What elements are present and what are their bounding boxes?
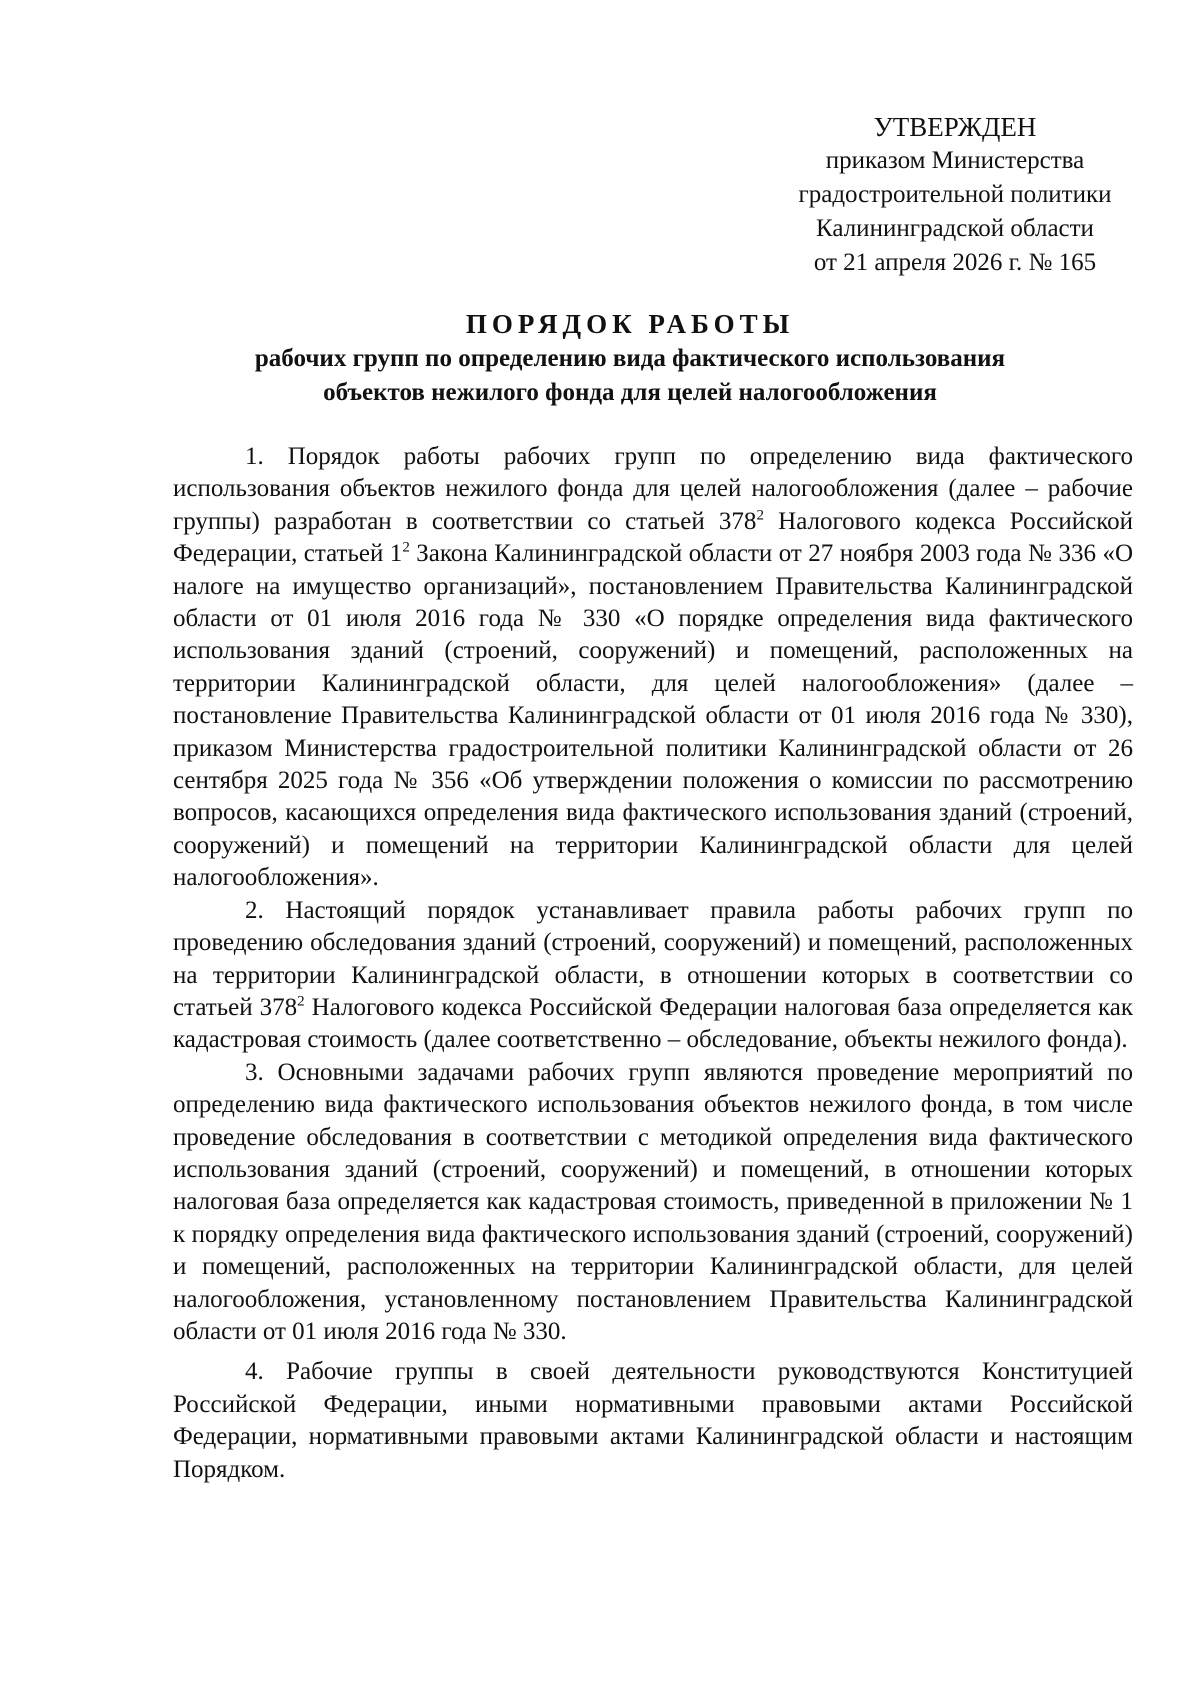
paragraph-text: Закона Калининградской области от 27 ноября 2003 года № 336 «О налоге на имущество организаций», постановлением Правительства Калининградской области от 01 июля 2016 года № 330 «О порядке определения вида фактического использования зданий (строений, сооружений) и помещений, расположенных на территории Калининградской области, для целей налогообложения» (далее – постановление Правительства Калининградской области от 01 июля 2016 года № 330), приказом Министерства градостроительной политики Калининградской области от 26 сентября 2025 года № 356 «Об утверждении положения о комиссии по рассмотрению вопросов, касающихся определения вида фактического использования зданий (строений, сооружений) и помещений на территории Калининградской области для целей налогообложения».	[173, 540, 1133, 892]
paragraph-4: 4. Рабочие группы в своей деятельности руководствуются Конституцией Российской Федерации, иными нормативными правовыми актами Российской Федерации, нормативными правовыми актами Калининградской области и настоящим Порядком.	[173, 1358, 1133, 1483]
approval-heading: УТВЕРЖДЕН	[873, 112, 1037, 142]
approval-line: градостроительной политики	[798, 181, 1112, 208]
title-main: ПОРЯДОК РАБОТЫ	[465, 309, 795, 339]
approval-line: Калининградской области	[816, 215, 1094, 242]
title-subtitle: объектов нежилого фонда для целей налогообложения	[323, 379, 937, 406]
paragraph-3: 3. Основными задачами рабочих групп являются проведение мероприятий по определению вида фактического использования объектов нежилого фонда, в том числе проведение обследования в соответствии с методикой определения вида фактического использования зданий (строений, сооружений) и помещений, в отношении которых налоговая база определяется как кадастровая стоимость, приведенной в приложении № 1 к порядку определения вида фактического использования зданий (строений, сооружений) и помещений, расположенных на территории Калининградской области, для целей налогообложения, установленному постановлением Правительства Калининградской области от 01 июля 2016 года № 330.	[173, 1058, 1133, 1345]
paragraph-text: Налогового кодекса Российской Федерации налоговая база определяется как кадастровая стоимость (далее соответственно – обследование, объекты нежилого фонда).	[173, 993, 1133, 1054]
paragraph-text: 1. Порядок работы рабочих групп по определению вида фактического использования объектов нежилого фонда для целей налогообложения (далее – рабочие группы) разработан в соответствии со статьей 378	[173, 443, 1133, 535]
superscript: 2	[756, 507, 764, 524]
document-title	[150, 306, 1110, 410]
paragraph-1	[173, 441, 1133, 895]
paragraph-text: 2. Настоящий порядок устанавливает правила работы рабочих групп по проведению обследования зданий (строений, сооружений) и помещений, расположенных на территории Калининградской области, в отношении которых в соответствии со статьей 378	[173, 896, 1133, 1021]
approval-date: от 21 апреля 2026 г. № 165	[813, 249, 1097, 276]
paragraph-2	[173, 895, 1133, 1057]
title-subtitle: рабочих групп по определению вида фактического использования	[254, 345, 1006, 372]
document-body	[173, 441, 1133, 1486]
superscript: 2	[297, 993, 305, 1010]
approval-line: приказом Министерства	[825, 147, 1085, 174]
paragraph-text: Налогового кодекса Российской Федерации, статьей 1	[173, 507, 1133, 568]
approval-stamp	[780, 110, 1130, 280]
superscript: 2	[402, 539, 410, 556]
